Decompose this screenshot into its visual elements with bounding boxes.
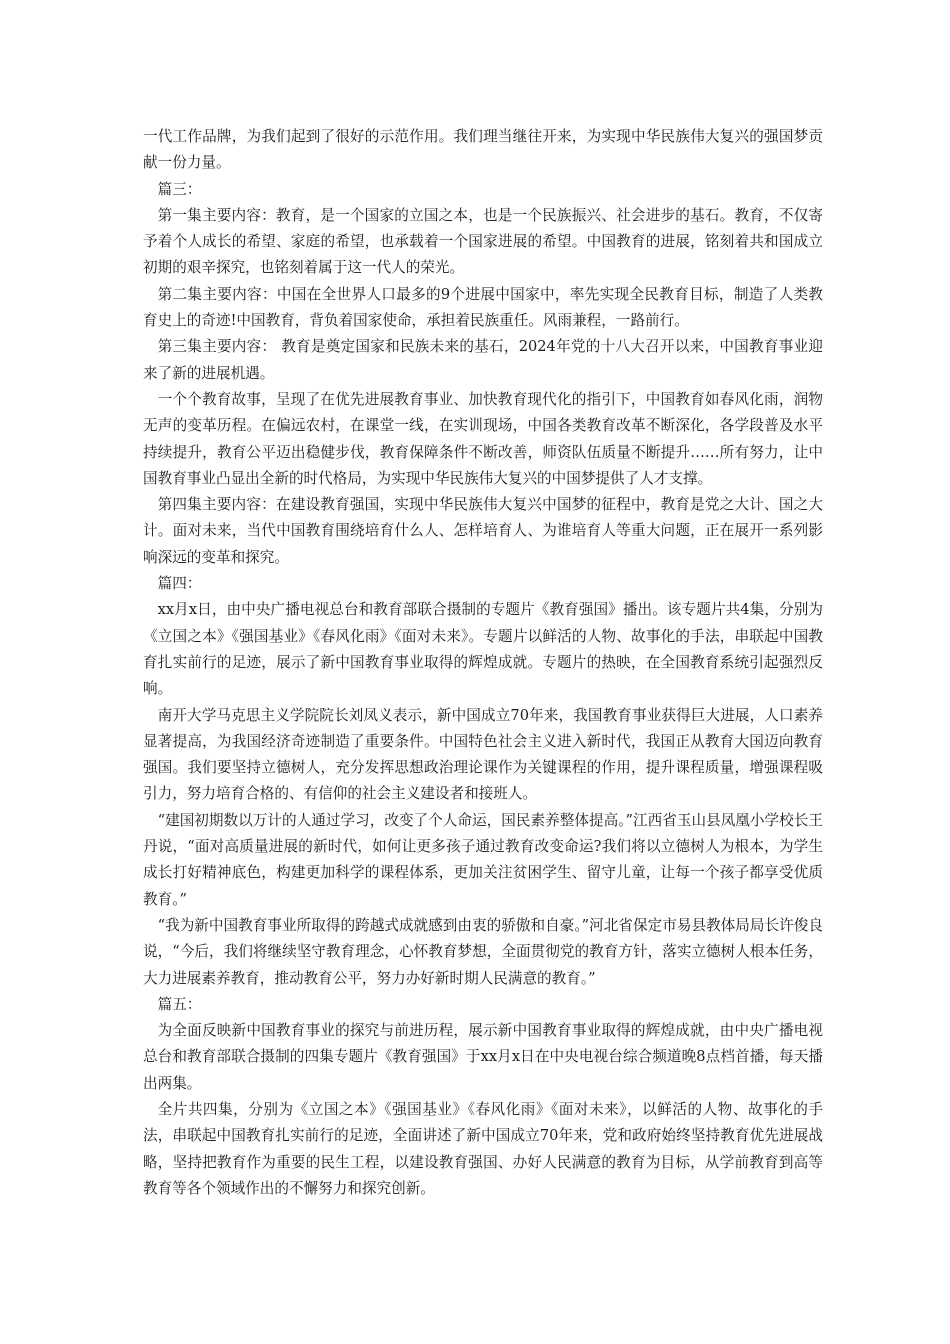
paragraph-episode-2: 第二集主要内容：中国在全世界人口最多的9个进展中国家中，率先实现全民教育目标，制造了人类教育史上的奇迹!中国教育，背负着国家使命，承担着民族重任。风雨兼程，一路前行。 [143,285,823,330]
paragraph-quote-jiangxi: “建国初期数以万计的人通过学习，改变了个人命运，国民素养整体提高。”江西省玉山县凤凰小学校长王丹说，“面对高质量进展的新时代，如何让更多孩子通过教育改变命运?我们将以立德树人为根本，为学生成长打好精神底色，构建更加科学的课程体系，更加关注贫困学生、留守儿童，让每一个孩子都享受优质教育。” [143,811,823,908]
paragraph-nankai: 南开大学马克思主义学院院长刘凤义表示，新中国成立70年来，我国教育事业获得巨大进展，人口素养显著提高，为我国经济奇迹制造了重要条件。中国特色社会主义进入新时代，我国正从教育大国迈向教育强国。我们要坚持立德树人，充分发挥思想政治理论课作为关键课程的作用，提升课程质量，增强课程吸引力，努力培育合格的、有信仰的社会主义建设者和接班人。 [143,706,823,803]
paragraph-premiere: 为全面反映新中国教育事业的探究与前进历程，展示新中国教育事业取得的辉煌成就，由中央广播电视总台和教育部联合摄制的四集专题片《教育强国》于xx月x日在中央电视台综合频道晚8点档首播，每天播出两集。 [143,1022,823,1092]
paragraph-stories: 一个个教育故事，呈现了在优先进展教育事业、加快教育现代化的指引下，中国教育如春风化雨，润物无声的变革历程。在偏远农村，在课堂一线，在实训现场，中国各类教育改革不断深化，各学段普及水平持续提升，教育公平迈出稳健步伐，教育保障条件不断改善，师资队伍质量不断提升……所有努力，让中国教育事业凸显出全新的时代格局，为实现中华民族伟大复兴的中国梦提供了人才支撑。 [143,390,823,487]
paragraph-episode-4: 第四集主要内容：在建设教育强国，实现中华民族伟大复兴中国梦的征程中，教育是党之大计、国之大计。面对未来，当代中国教育围绕培育什么人、怎样培育人、为谁培育人等重大问题，正在展开一系列影响深远的变革和探究。 [143,496,823,566]
paragraph-episode-1: 第一集主要内容：教育，是一个国家的立国之本，也是一个民族振兴、社会进步的基石。教育，不仅寄予着个人成长的希望、家庭的希望，也承载着一个国家进展的希望。中国教育的进展，铭刻着共和国成立初期的艰辛探究，也铭刻着属于这一代人的荣光。 [143,206,823,277]
document-body [143,124,823,1202]
paragraph-summary: 全片共四集，分别为《立国之本》《强国基业》《春风化雨》《面对未来》，以鲜活的人物、故事化的手法，串联起中国教育扎实前行的足迹，全面讲述了新中国成立70年来，党和政府始终坚持教育优先进展战略，坚持把教育作为重要的民生工程，以建设教育强国、办好人民满意的教育为目标，从学前教育到高等教育等各个领域作出的不懈努力和探究创新。 [143,1100,823,1197]
paragraph-episode-3: 第三集主要内容： 教育是奠定国家和民族未来的基石，2024年党的十八大召开以来，中国教育事业迎来了新的进展机遇。 [143,338,823,382]
paragraph-broadcast: xx月x日，由中央广播电视总台和教育部联合摄制的专题片《教育强国》播出。该专题片共4集，分别为《立国之本》《强国基业》《春风化雨》《面对未来》。专题片以鲜活的人物、故事化的手法，串联起中国教育扎实前行的足迹，展示了新中国教育事业取得的辉煌成就。专题片的热映，在全国教育系统引起强烈反响。 [143,601,823,698]
section-heading-4: 篇四： [157,575,202,593]
section-heading-3: 篇三： [157,180,202,198]
paragraph-quote-hebei: “我为新中国教育事业所取得的跨越式成就感到由衷的骄傲和自豪。”河北省保定市易县教体局局长许俊良说，“今后，我们将继续坚守教育理念，心怀教育梦想，全面贯彻党的教育方针，落实立德树人根本任务，大力进展素养教育，推动教育公平，努力办好新时期人民满意的教育。” [143,916,823,987]
paragraph-continuation: 一代工作品牌，为我们起到了很好的示范作用。我们理当继往开来，为实现中华民族伟大复兴的强国梦贡献一份力量。 [143,128,823,172]
section-heading-5: 篇五： [157,995,202,1013]
